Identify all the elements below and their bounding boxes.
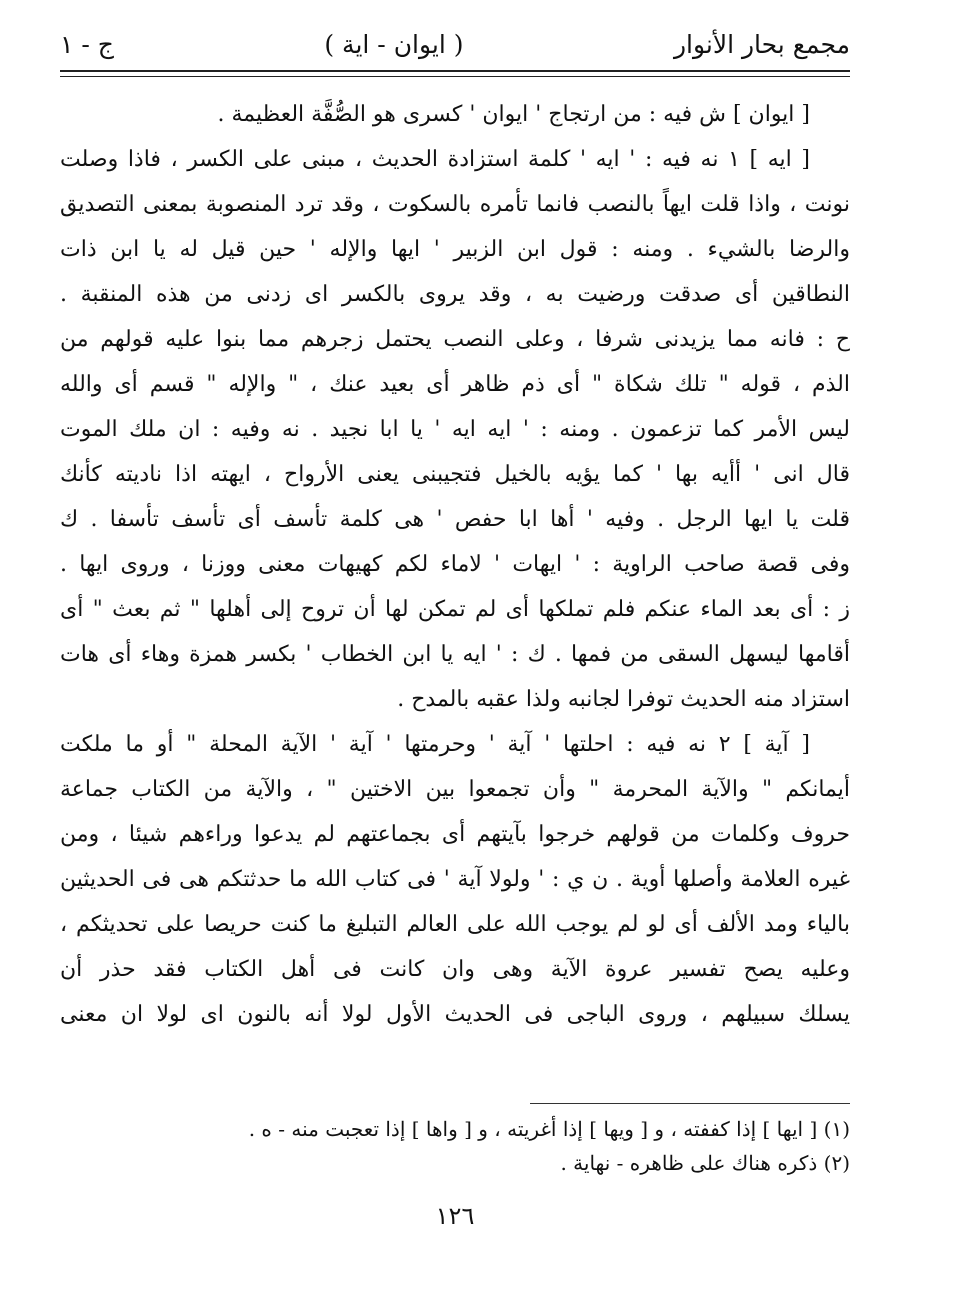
text-line: نونت ، واذا قلت ايهاً بالنصب فانما تأمره بالسكوت ، وقد ترد المنصوبة بمعنى التصديق: [60, 192, 850, 217]
text-line: الذم ، قوله " تلك شكاة " أى ذم ظاهر أى بعيد عنك ، " والإله " قسم أى والله: [60, 372, 850, 397]
text-line: ح : فانه مما يزيدنى شرفا ، وعلى النصب يحتمل زجرهم مما بنوا عليه قولهم من: [60, 327, 850, 352]
book-title: مجمع بحار الأنوار: [673, 29, 850, 59]
text-line: أقامها ليسهل السقى من فمها . ك : ' ايه يا ابن الخطاب ' بكسر همزة وهاء أى هات: [60, 642, 850, 667]
text-line: وفى قصة صاحب الراوية : ' ايهات ' لاماء لكم كهيهات معنى ووزنا ، وروى ايها .: [60, 552, 850, 577]
footnote-separator: [530, 1103, 850, 1104]
header-rule-thick: [60, 70, 850, 72]
text-line: ليس الأمر كما تزعمون . ومنه : ' ايه ايه ' يا ابا نجيد . نه وفيه : ان ملك الموت: [60, 417, 850, 442]
text-line: بالياء ومد الألف أى لو لم يوجب الله على العالم التبليغ ما كنت حريصا على تحديثكم ،: [60, 912, 850, 937]
text-line: [ ايوان ] ش فيه : من ارتجاج ' ايوان ' كسرى هو الصُّفَّة العظيمة .: [217, 102, 810, 127]
footnote-1: (١) [ ايها ] إذا كففته ، و [ ويها ] إذا أغريته ، و [ واها ] إذا تعجبت منه - ه .: [248, 1117, 850, 1141]
text-line: والرضا بالشيء . ومنه : قول ابن الزبير ' ايها والإله ' حين قيل له يا ابن ذات: [60, 237, 850, 262]
text-line: ز : أى بعد الماء عنكم فلم تملكها أى لم تمكن لها أن تروح إلى أهلها " ثم بعث " أى: [60, 597, 850, 622]
running-header: [60, 24, 850, 64]
page: [60, 0, 850, 1294]
volume-number: ج - ١: [60, 29, 114, 59]
section-title: ( ايوان - اية ): [324, 29, 464, 59]
text-line: قلت يا ايها الرجل . وفيه ' أها ابا حفص ' هى كلمة تأسف أى تأسف تأسفا . ك: [60, 507, 850, 532]
header-rule-thin: [60, 76, 850, 77]
text-line: [ آية ] ٢ نه فيه : احلتها ' آية ' وحرمتها ' آية ' الآية المحلة " أو ما ملكت: [60, 732, 810, 757]
text-line: النطاقين أى صدقت ورضيت به ، وقد يروى بالكسر اى زدنى من هذه المنقبة .: [60, 282, 850, 307]
main-text: [60, 92, 850, 1037]
text-line: استزاد منه الحديث توفرا لجانبه ولذا عقبه بالمدح .: [397, 687, 850, 712]
text-line: [ ايه ] ١ نه فيه : ' ايه ' كلمة استزادة الحديث ، مبنى على الكسر ، فاذا وصلت: [60, 147, 810, 172]
text-line: غيره العلامة وأصلها أوية . ن ي : ' ولولا آية ' فى كتاب الله ما حدثتكم هى فى الحديثين: [60, 867, 850, 892]
text-line: وعليه يصح تفسير عروة الآية وهى وان كانت فى أهل الكتاب فقد حذر أن: [60, 957, 850, 982]
text-line: يسلك سبيلهم ، وروى الباجى فى الحديث الأول لولا أنه بالنون اى لولا ان معنى: [60, 1002, 850, 1027]
page-number: ١٢٦: [435, 1202, 475, 1230]
text-line: قال انى ' أأيه بها ' كما يؤيه بالخيل فتجيبنى يعنى الأرواح ، ايهته اذا ناديته كأنك: [60, 462, 850, 487]
text-line: أيمانكم " والآية المحرمة " وأن تجمعوا بين الاختين " ، والآية من الكتاب جماعة: [60, 777, 850, 802]
text-line: حروف وكلمات من قولهم خرجوا بآيتهم أى بجماعتهم لم يدعوا وراءهم شيئا ، ومن: [60, 822, 850, 847]
footnotes: [60, 1112, 850, 1180]
footnote-2: (٢) ذكره هناك على ظاهره - نهاية .: [560, 1151, 850, 1175]
